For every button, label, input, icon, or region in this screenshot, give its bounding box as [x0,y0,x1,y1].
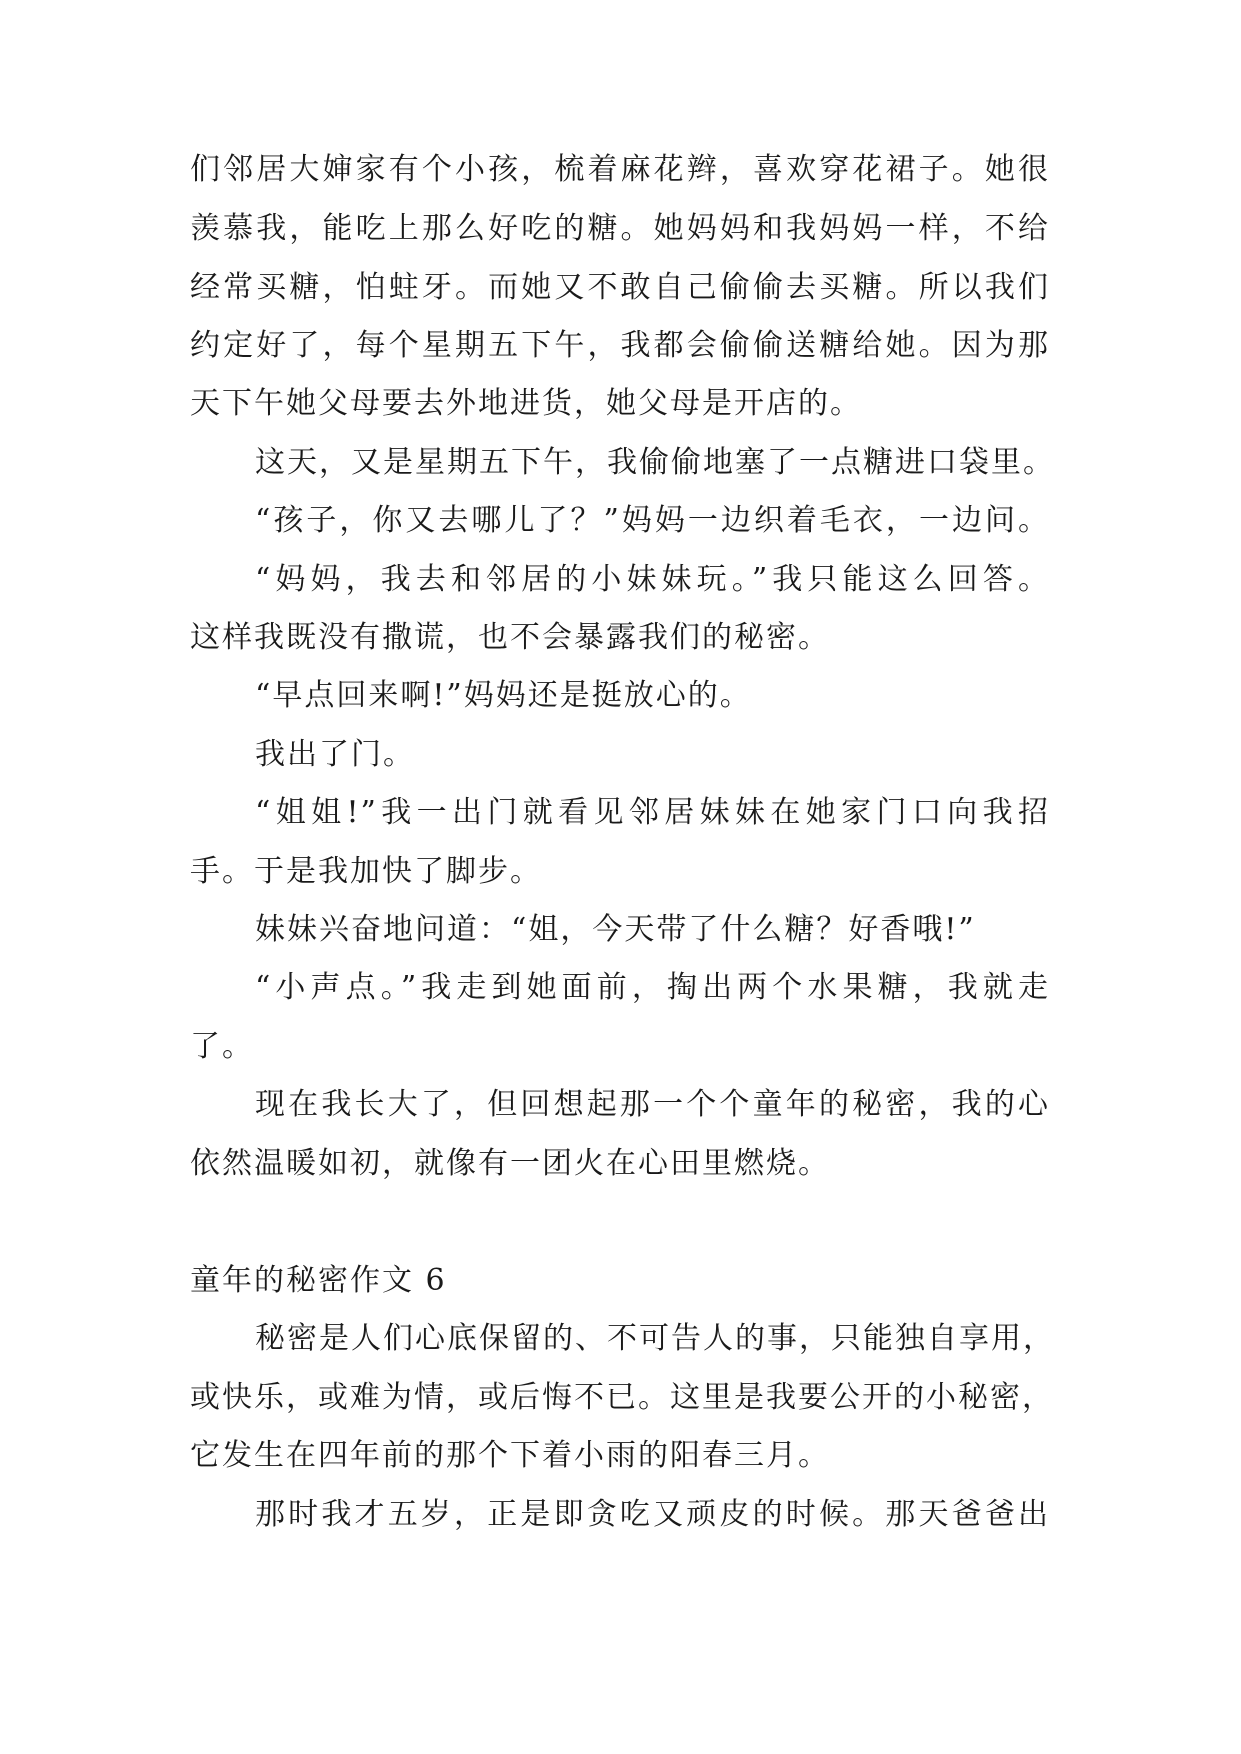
text-line: 这天，又是星期五下午，我偷偷地塞了一点糖进口袋里。 [255,445,1055,480]
text-line: 或快乐，或难为情，或后悔不已。这里是我要公开的小秘密， [190,1380,1054,1415]
text-line: 我出了门。 [255,737,415,772]
text-line: 约定好了，每个星期五下午，我都会偷偷送糖给她。因为那 [190,328,1050,363]
text-line: “小声点。”我走到她面前，掏出两个水果糖，我就走 [255,970,1050,1005]
text-line: “姐姐!”我一出门就看见邻居妹妹在她家门口向我招 [255,795,1050,830]
text-line: “孩子，你又去哪儿了？”妈妈一边织着毛衣，一边问。 [255,503,1050,538]
section-heading: 童年的秘密作文 6 [190,1263,447,1298]
text-line: “妈妈，我去和邻居的小妹妹玩。”我只能这么回答。 [255,562,1050,597]
text-line: 依然温暖如初，就像有一团火在心田里燃烧。 [190,1146,830,1181]
text-line: 们邻居大婶家有个小孩，梳着麻花辫，喜欢穿花裙子。她很 [190,152,1050,187]
text-line: 了。 [190,1029,254,1064]
text-line: 手。于是我加快了脚步。 [190,854,542,889]
text-line: 经常买糖，怕蛀牙。而她又不敢自己偷偷去买糖。所以我们 [190,270,1050,305]
text-line: 这样我既没有撒谎，也不会暴露我们的秘密。 [190,620,830,655]
text-line: 秘密是人们心底保留的、不可告人的事，只能独自享用， [255,1321,1055,1356]
text-line: 那时我才五岁，正是即贪吃又顽皮的时候。那天爸爸出 [255,1497,1050,1532]
text-line: “早点回来啊!”妈妈还是挺放心的。 [255,678,752,713]
text-line: 它发生在四年前的那个下着小雨的阳春三月。 [190,1438,830,1473]
text-line: 现在我长大了，但回想起那一个个童年的秘密，我的心 [255,1087,1050,1122]
text-line: 妹妹兴奋地问道：“姐，今天带了什么糖？好香哦!” [255,912,976,947]
text-line: 羡慕我，能吃上那么好吃的糖。她妈妈和我妈妈一样，不给 [190,211,1050,246]
text-line: 天下午她父母要去外地进货，她父母是开店的。 [190,386,862,421]
